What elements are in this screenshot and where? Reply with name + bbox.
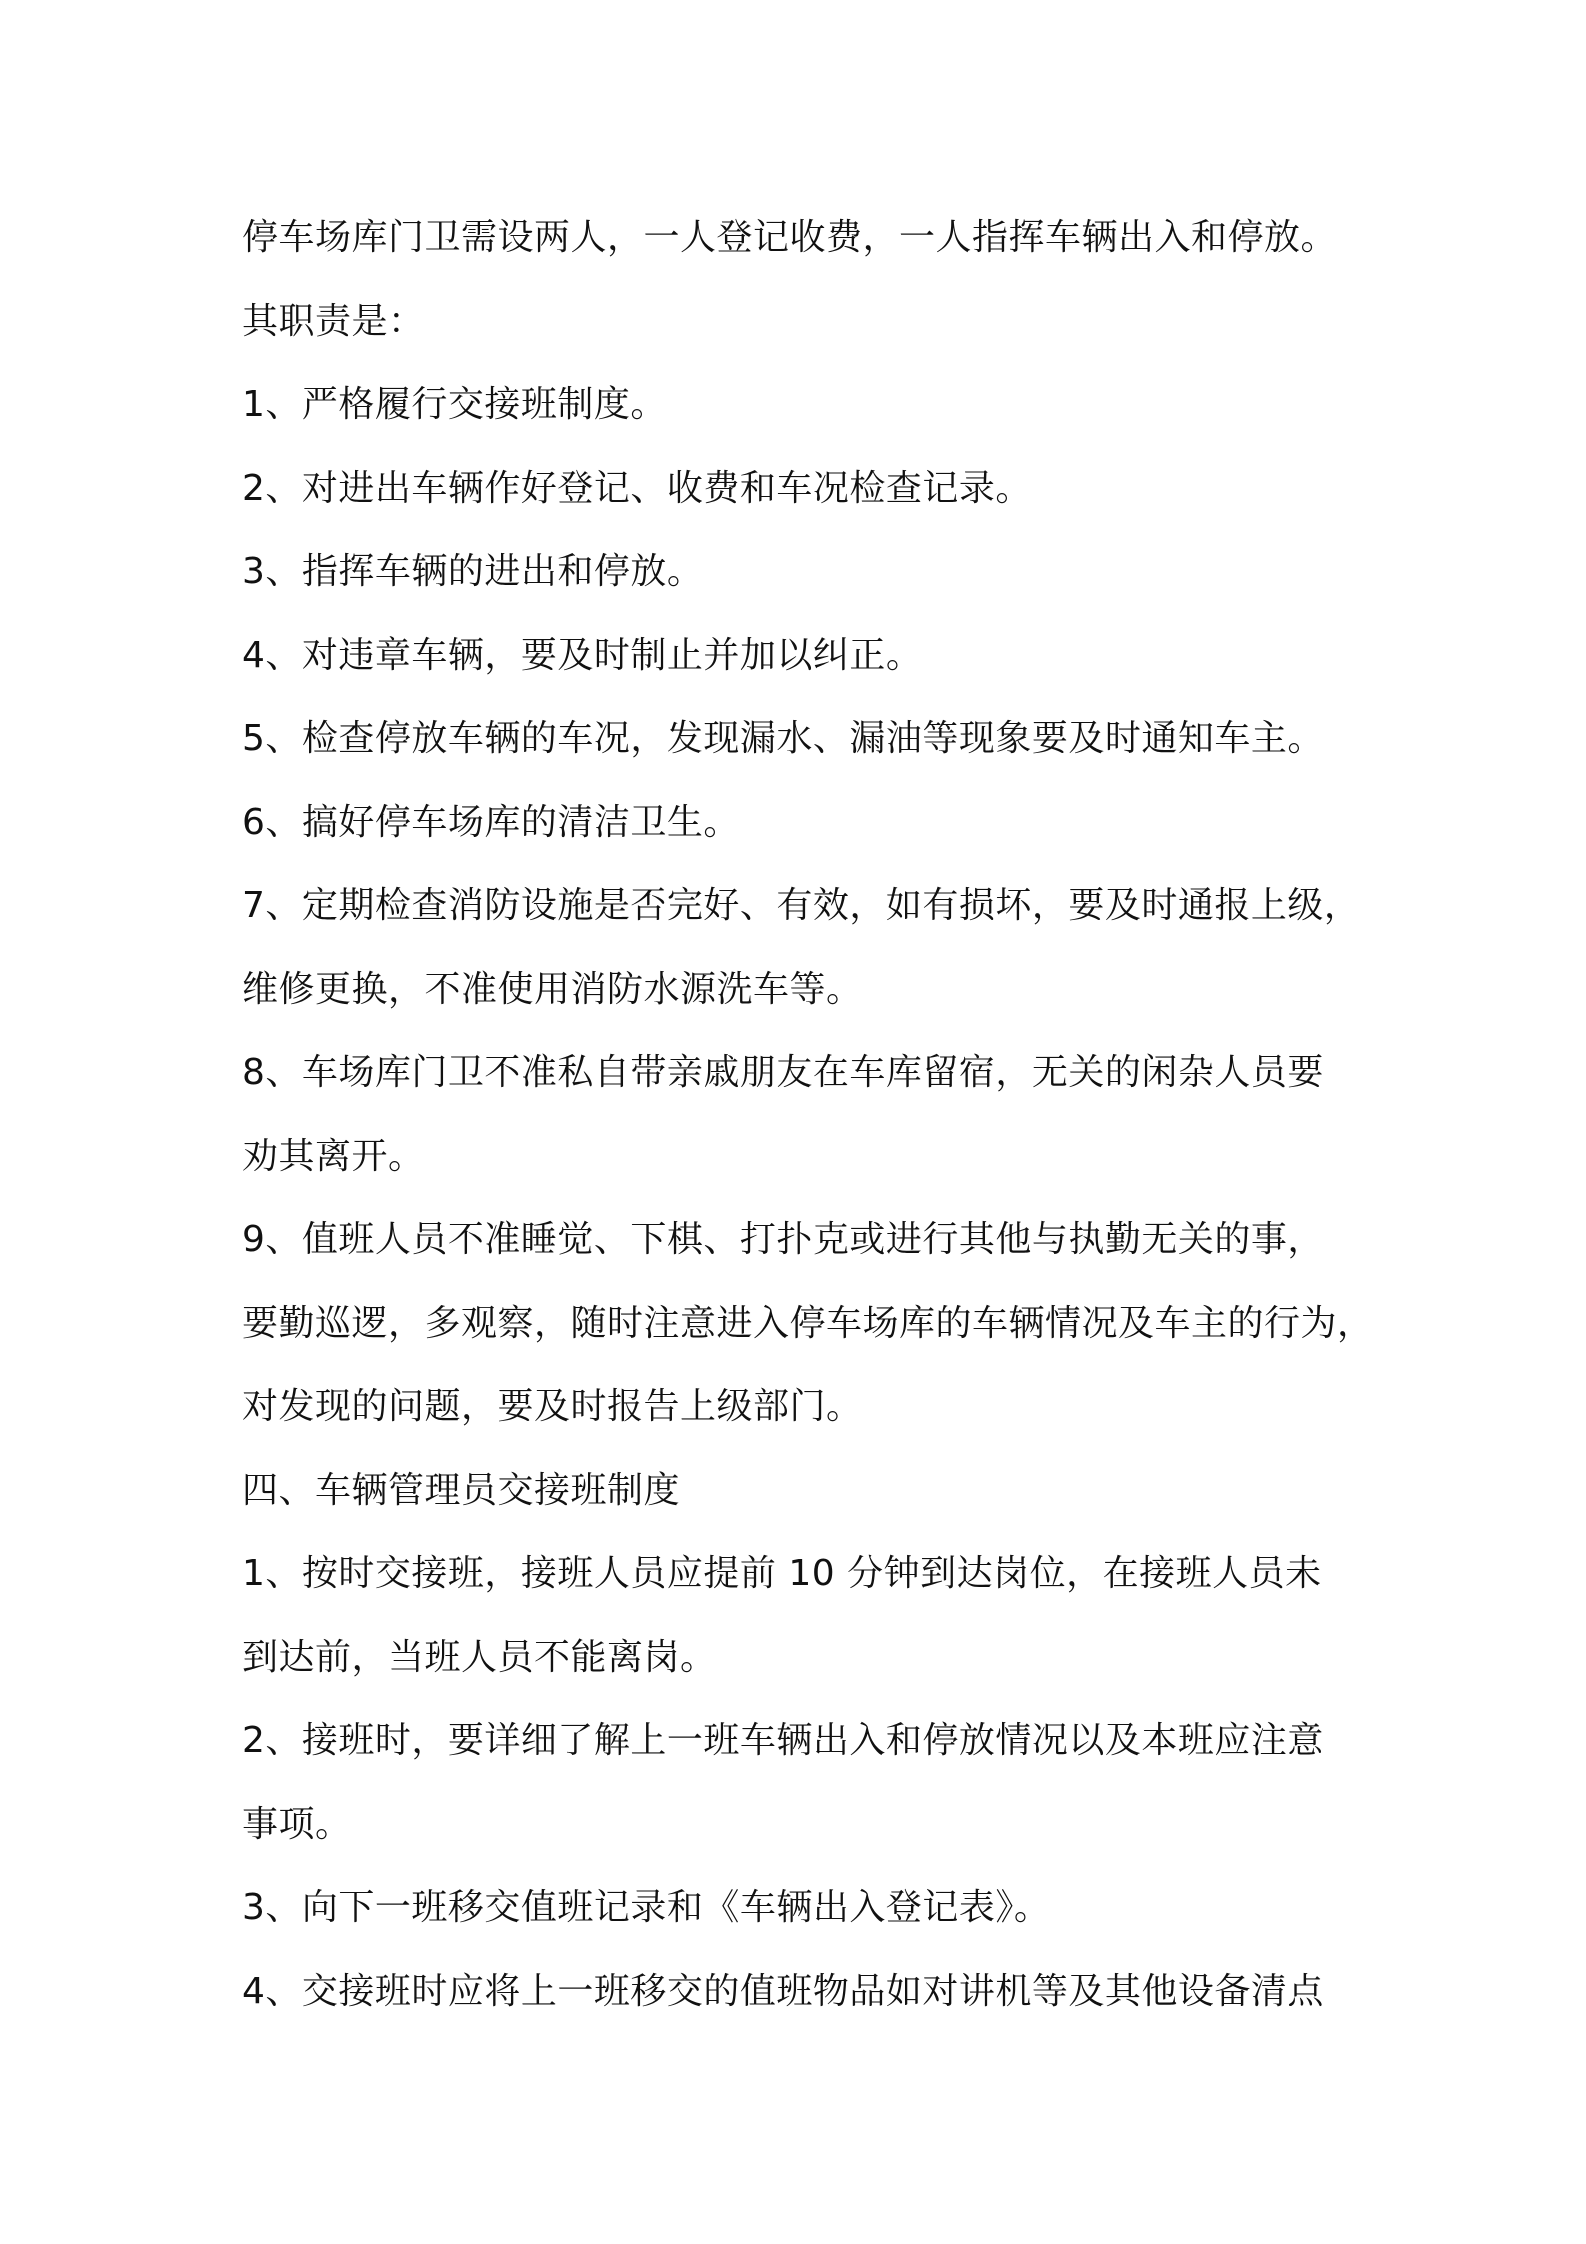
text-line-duty-2: 2、对进出车辆作好登记、收费和车况检查记录。 — [242, 467, 1032, 509]
text-line-duty-9-cont-1: 要勤巡逻，多观察，随时注意进入停车场库的车辆情况及车主的行为， — [242, 1302, 1374, 1344]
text-line-rule-1-cont: 到达前，当班人员不能离岗。 — [242, 1636, 717, 1678]
text-line-rule-2-cont: 事项。 — [242, 1803, 352, 1845]
text-line-intro: 停车场库门卫需设两人，一人登记收费，一人指挥车辆出入和停放。 — [242, 217, 1338, 258]
section-heading: 四、车辆管理员交接班制度 — [242, 1469, 681, 1511]
text-line-rule-1: 1、按时交接班，接班人员应提前 10 分钟到达岗位，在接班人员未 — [242, 1553, 1322, 1594]
text-line-duty-9-cont-2: 对发现的问题，要及时报告上级部门。 — [242, 1386, 863, 1427]
text-line-rule-3: 3、向下一班移交值班记录和《车辆出入登记表》。 — [242, 1887, 1051, 1928]
text-line-duty-7-cont: 维修更换，不准使用消防水源洗车等。 — [242, 968, 863, 1010]
text-line-duty-7: 7、定期检查消防设施是否完好、有效，如有损坏，要及时通报上级， — [242, 885, 1361, 926]
text-line-duty-9: 9、值班人员不准睡觉、下棋、打扑克或进行其他与执勤无关的事， — [242, 1219, 1324, 1260]
document-body — [242, 196, 1392, 2033]
text-line-duty-4: 4、对违章车辆，要及时制止并加以纠正。 — [242, 634, 923, 676]
text-line-duty-5: 5、检查停放车辆的车况，发现漏水、漏油等现象要及时通知车主。 — [242, 718, 1324, 759]
text-line-duty-6: 6、搞好停车场库的清洁卫生。 — [242, 801, 740, 843]
text-line-duty-8-cont: 劝其离开。 — [242, 1135, 425, 1177]
text-line-rule-4: 4、交接班时应将上一班移交的值班物品如对讲机等及其他设备清点 — [242, 1970, 1324, 2012]
text-line-duty-1: 1、严格履行交接班制度。 — [242, 384, 667, 425]
text-line-rule-2: 2、接班时，要详细了解上一班车辆出入和停放情况以及本班应注意 — [242, 1720, 1324, 1761]
text-line-duty-8: 8、车场库门卫不准私自带亲戚朋友在车库留宿，无关的闲杂人员要 — [242, 1052, 1324, 1093]
text-line-duty-3: 3、指挥车辆的进出和停放。 — [242, 551, 704, 592]
text-line-duties-heading: 其职责是： — [242, 300, 425, 342]
